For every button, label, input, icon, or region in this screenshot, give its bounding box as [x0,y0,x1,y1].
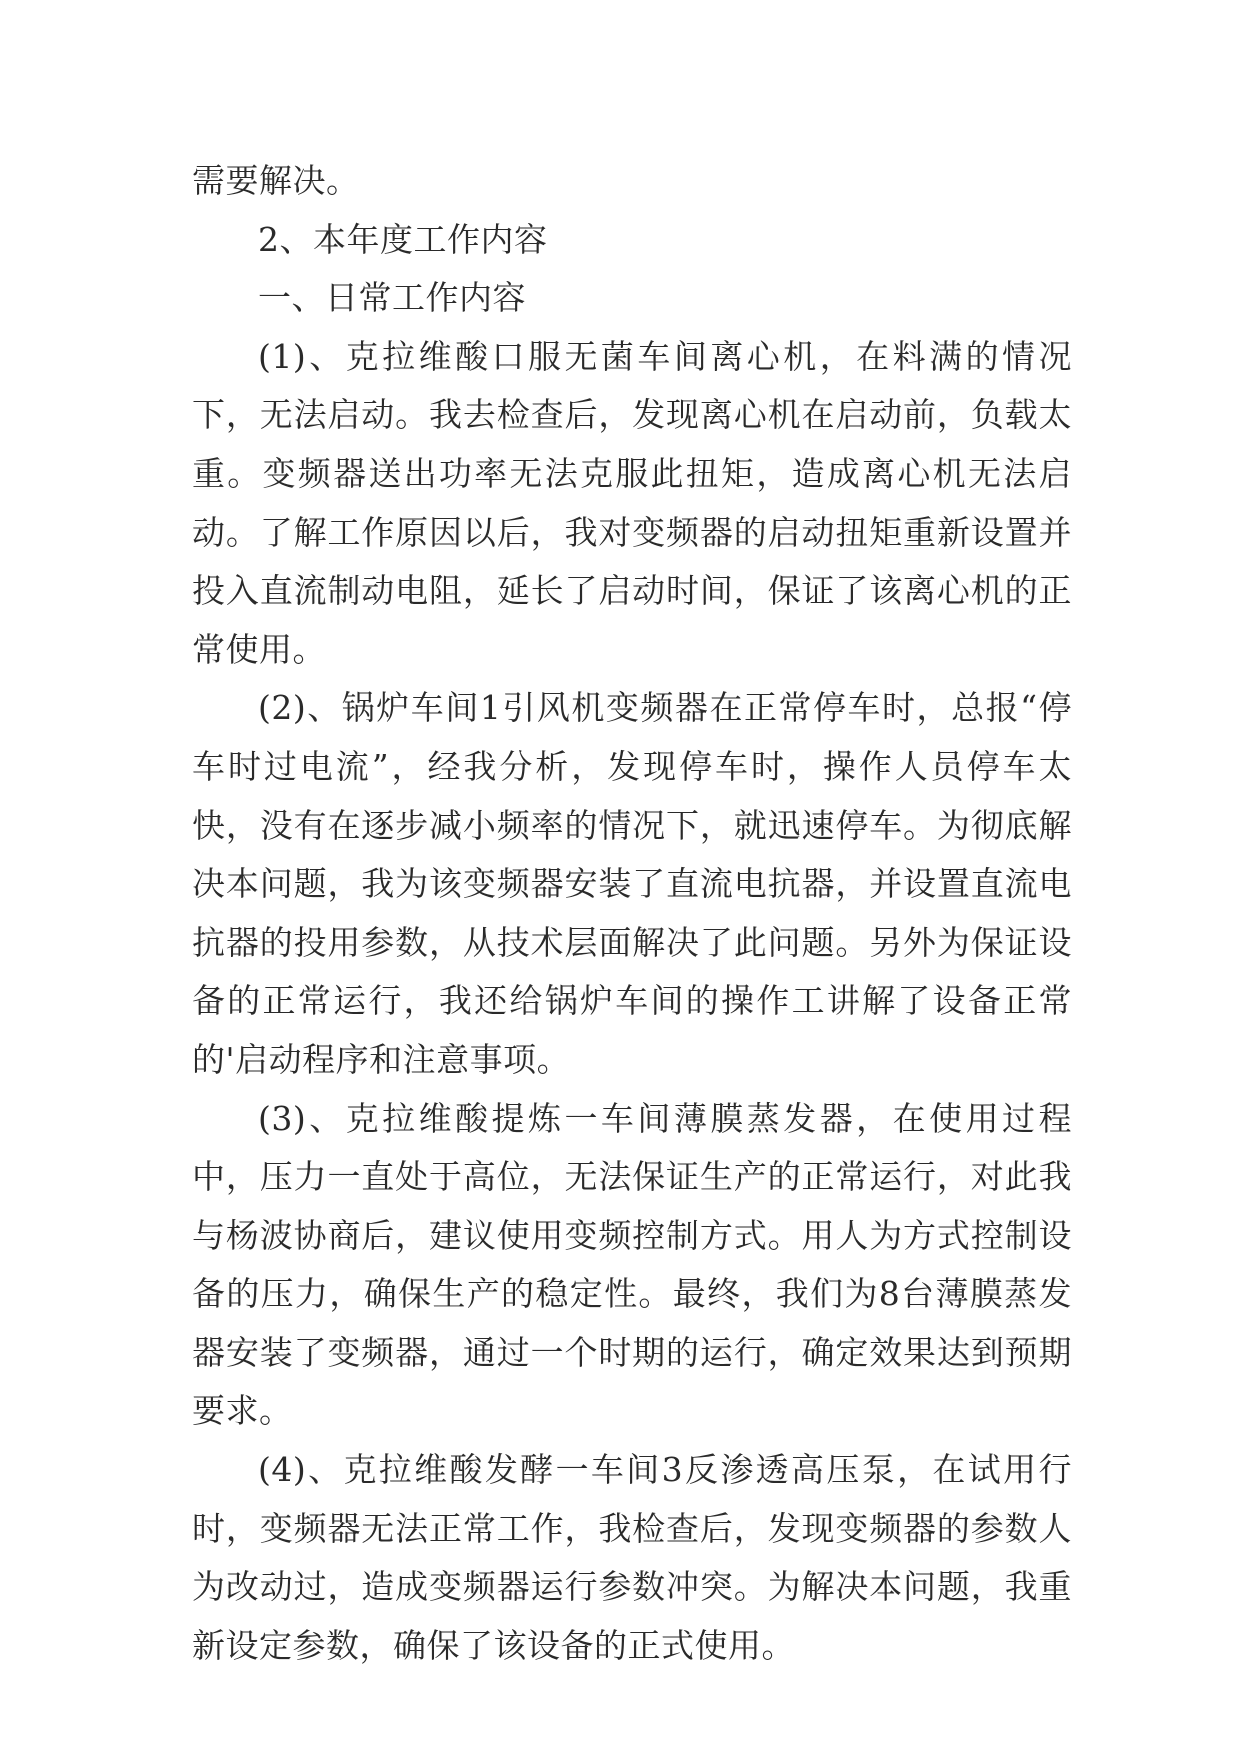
section-heading-annual-work: 2、本年度工作内容 [258,219,548,259]
paragraph-item-4: (4)、克拉维酸发酵一车间3反渗透高压泵，在试用行时，变频器无法正常工作，我检查后，发现变频器的参数人为改动过，造成变频器运行参数冲突。为解决本问题，我重新设定参数，确保了该设备的正式使用。 [192,1450,1072,1665]
paragraph-item-2: (2)、锅炉车间1引风机变频器在正常停车时，总报“停车时过电流”，经我分析，发现停车时，操作人员停车太快，没有在逐步减小频率的情况下，就迅速停车。为彻底解决本问题，我为该变频器安装了直流电抗器，并设置直流电抗器的投用参数，从技术层面解决了此问题。另外为保证设备的正常运行，我还给锅炉车间的操作工讲解了设备正常的'启动程序和注意事项。 [192,688,1072,1079]
section-heading-daily-work: 一、日常工作内容 [258,278,526,318]
paragraph-item-1: (1)、克拉维酸口服无菌车间离心机，在料满的情况下，无法启动。我去检查后，发现离心机在启动前，负载太重。变频器送出功率无法克服此扭矩，造成离心机无法启动。了解工作原因以后，我对变频器的启动扭矩重新设置并投入直流制动电阻，延长了启动时间，保证了该离心机的正常使用。 [192,336,1072,669]
paragraph-continuation: 需要解决。 [192,161,360,200]
document-body [192,152,1072,1675]
paragraph-item-3: (3)、克拉维酸提炼一车间薄膜蒸发器，在使用过程中，压力一直处于高位，无法保证生产的正常运行，对此我与杨波协商后，建议使用变频控制方式。用人为方式控制设备的压力，确保生产的稳定性。最终，我们为8台薄膜蒸发器安装了变频器，通过一个时期的运行，确定效果达到预期要求。 [192,1098,1072,1431]
